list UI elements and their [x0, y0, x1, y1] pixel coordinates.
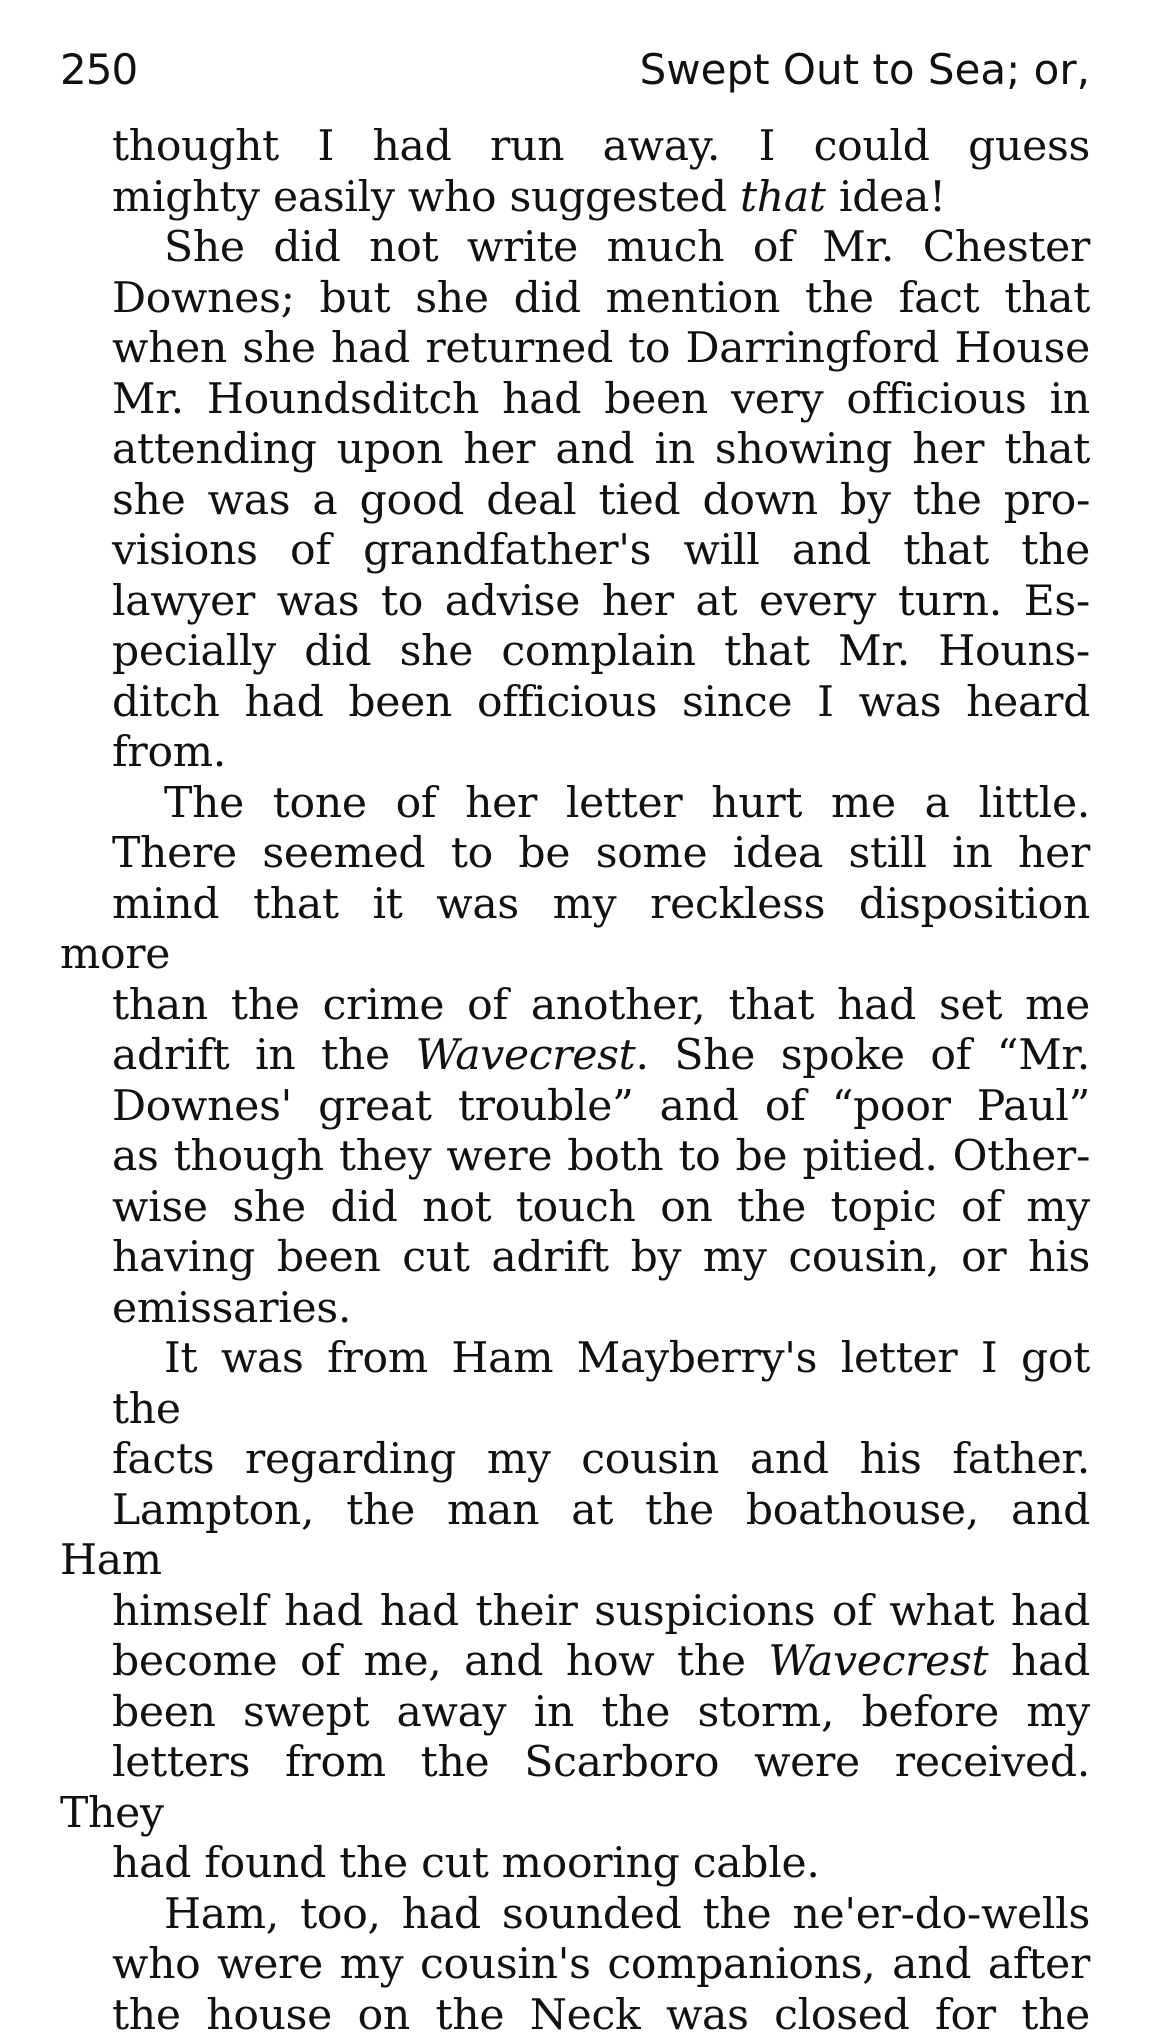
text-line: become of me, and how the Wavecrest had: [60, 1637, 1090, 1688]
text-line: visions of grandfather's will and that the: [60, 526, 1090, 577]
paragraph: [60, 122, 1090, 223]
text-line: she was a good deal tied down by the pro-: [60, 476, 1090, 527]
text-line: pecially did she complain that Mr. Houns-: [60, 627, 1090, 678]
text-line: himself had had their suspicions of what had: [60, 1587, 1090, 1638]
text-line: There seemed to be some idea still in her: [60, 829, 1090, 880]
italic-word: Wavecrest: [416, 1031, 636, 1080]
text-line: adrift in the Wavecrest. She spoke of “Mr.: [60, 1031, 1090, 1082]
text-line: the house on the Neck was closed for the: [60, 1991, 1090, 2041]
paragraph: [60, 223, 1090, 779]
text-line: from.: [60, 728, 1090, 779]
text-line: Downes' great trouble” and of “poor Paul”: [60, 1082, 1090, 1133]
paragraph: [60, 1334, 1090, 1890]
text-line: Lampton, the man at the boathouse, and Ham: [60, 1486, 1090, 1587]
text-line: lawyer was to advise her at every turn. Es-: [60, 577, 1090, 628]
text-line: She did not write much of Mr. Chester: [60, 223, 1090, 274]
text-line: than the crime of another, that had set me: [60, 981, 1090, 1032]
text-line: ditch had been officious since I was heard: [60, 678, 1090, 729]
running-title: Swept Out to Sea; or,: [640, 40, 1090, 100]
running-head: [60, 40, 1090, 100]
text-line: mind that it was my reckless disposition more: [60, 880, 1090, 981]
text-line: wise she did not touch on the topic of my: [60, 1183, 1090, 1234]
text-line: It was from Ham Mayberry's letter I got the: [60, 1334, 1090, 1435]
text-line: emissaries.: [60, 1284, 1090, 1335]
text-line: attending upon her and in showing her that: [60, 425, 1090, 476]
italic-word: that: [740, 173, 826, 222]
text-line: mighty easily who suggested that idea!: [60, 173, 1090, 224]
text-line: when she had returned to Darringford House: [60, 324, 1090, 375]
page-number: 250: [60, 40, 137, 100]
text-line: letters from the Scarboro were received. They: [60, 1738, 1090, 1839]
body-text: [60, 122, 1090, 2041]
paragraph: [60, 779, 1090, 1335]
text-line: The tone of her letter hurt me a little.: [60, 779, 1090, 830]
text-line: facts regarding my cousin and his father.: [60, 1435, 1090, 1486]
text-line: as though they were both to be pitied. Other-: [60, 1132, 1090, 1183]
book-page: [60, 40, 1090, 2041]
text-line: been swept away in the storm, before my: [60, 1688, 1090, 1739]
paragraph: [60, 1890, 1090, 2041]
text-line: had found the cut mooring cable.: [60, 1839, 1090, 1890]
italic-word: Wavecrest: [768, 1637, 988, 1686]
text-line: Downes; but she did mention the fact that: [60, 274, 1090, 325]
text-line: Ham, too, had sounded the ne'er-do-wells: [60, 1890, 1090, 1941]
text-line: thought I had run away. I could guess: [60, 122, 1090, 173]
text-line: Mr. Houndsditch had been very officious in: [60, 375, 1090, 426]
text-line: having been cut adrift by my cousin, or his: [60, 1233, 1090, 1284]
text-line: who were my cousin's companions, and after: [60, 1940, 1090, 1991]
